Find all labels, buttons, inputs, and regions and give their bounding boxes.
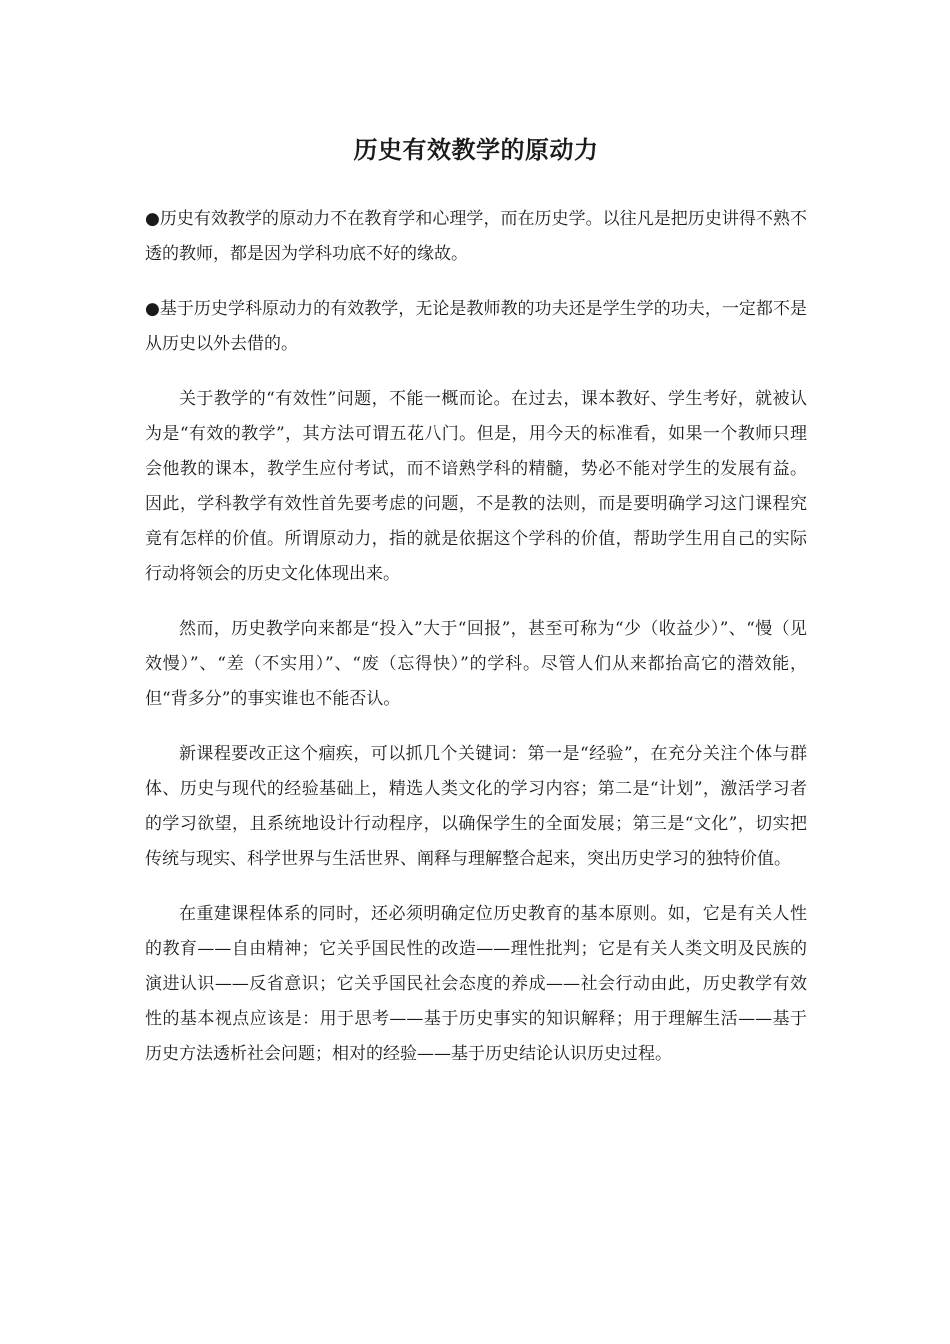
bullet-paragraph-1: ●历史有效教学的原动力不在教育学和心理学，而在历史学。以往凡是把历史讲得不熟不透的教师，都是因为学科功底不好的缘故。 bbox=[145, 209, 807, 264]
body-paragraph-effectiveness: 关于教学的“有效性”问题，不能一概而论。在过去，课本教好、学生考好，就被认为是“有效的教学”，其方法可谓五花八门。但是，用今天的标准看，如果一个教师只理会他教的课本，教学生应付考试，而不谙熟学科的精髓，势必不能对学生的发展有益。因此，学科教学有效性首先要考虑的问题，不是教的法则，而是要明确学习这门课程究竟有怎样的价值。所谓原动力，指的就是依据这个学科的价值，帮助学生用自己的实际行动将领会的历史文化体现出来。 bbox=[145, 389, 807, 584]
document-title: 历史有效教学的原动力 bbox=[353, 135, 599, 164]
bullet-paragraph-2: ●基于历史学科原动力的有效教学，无论是教师教的功夫还是学生学的功夫，一定都不是从历史以外去借的。 bbox=[145, 299, 807, 354]
body-paragraph-principles: 在重建课程体系的同时，还必须明确定位历史教育的基本原则。如，它是有关人性的教育——自由精神；它关乎国民性的改造——理性批判；它是有关人类文明及民族的演进认识——反省意识；它关乎国民社会态度的养成——社会行动由此，历史教学有效性的基本视点应该是：用于思考——基于历史事实的知识解释；用于理解生活——基于历史方法透析社会问题；相对的经验——基于历史结论认识历史过程。 bbox=[145, 904, 807, 1064]
body-paragraph-input-output: 然而，历史教学向来都是“投入”大于“回报”，甚至可称为“少（收益少）”、“慢（见效慢）”、“差（不实用）”、“废（忘得快）”的学科。尽管人们从来都抬高它的潜效能，但“背多分”的事实谁也不能否认。 bbox=[145, 619, 807, 709]
body-paragraph-keywords: 新课程要改正这个痼疾，可以抓几个关键词：第一是“经验”，在充分关注个体与群体、历史与现代的经验基础上，精选人类文化的学习内容；第二是“计划”，激活学习者的学习欲望，且系统地设计行动程序，以确保学生的全面发展；第三是“文化”，切实把传统与现实、科学世界与生活世界、阐释与理解整合起来，突出历史学习的独特价值。 bbox=[145, 744, 807, 869]
document-page bbox=[145, 128, 807, 1092]
